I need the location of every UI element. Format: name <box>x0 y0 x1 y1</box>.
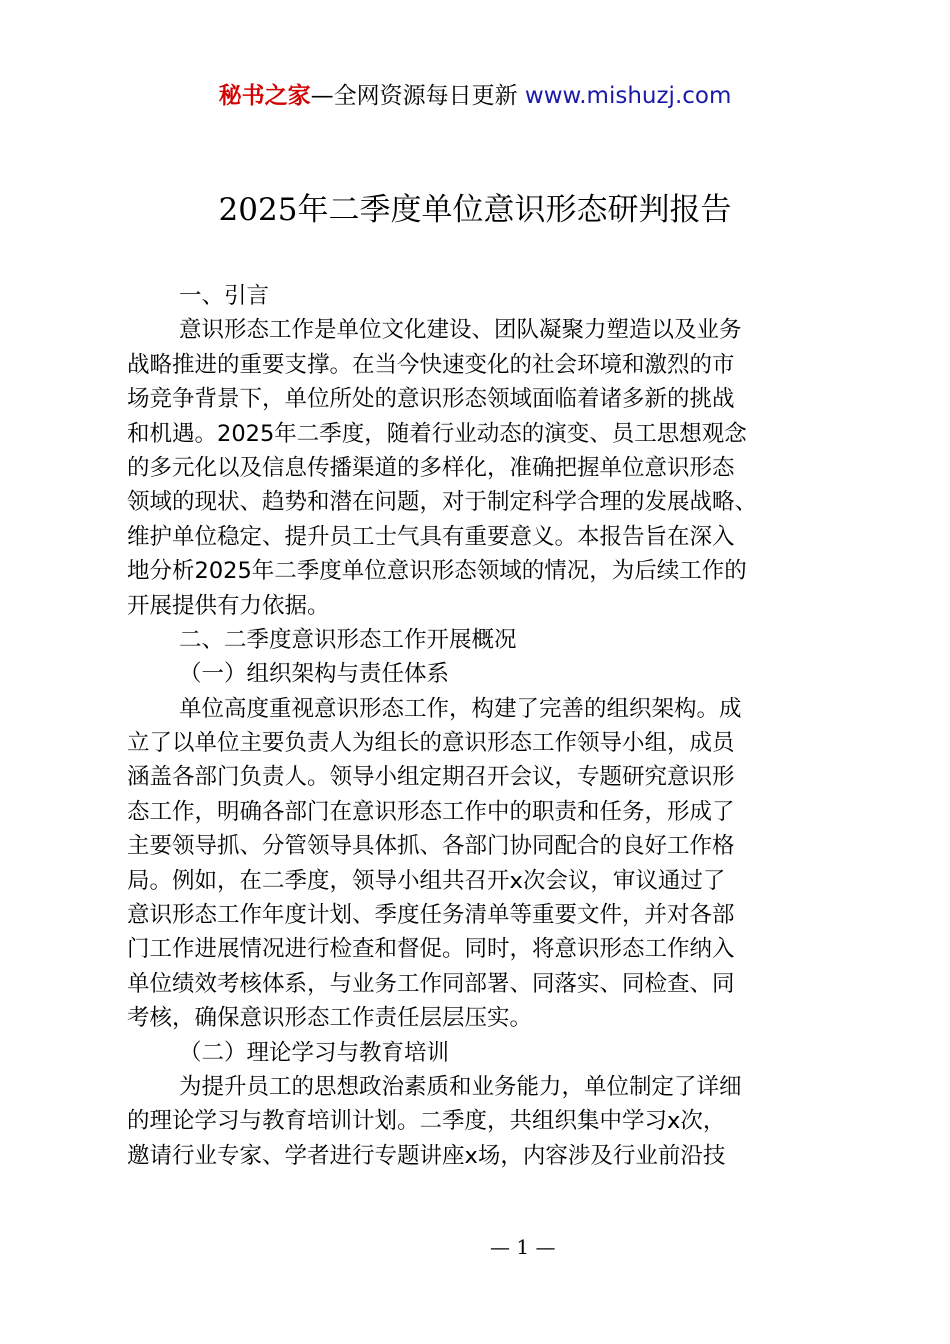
paragraph-line: 和机遇。2025年二季度，随着行业动态的演变、员工思想观念 <box>127 420 747 447</box>
paragraph-line: 战略推进的重要支撑。在当今快速变化的社会环境和激烈的市 <box>127 351 735 378</box>
paragraph-line: 为提升员工的思想政治素质和业务能力，单位制定了详细 <box>179 1073 742 1100</box>
paragraph-line: 涵盖各部门负责人。领导小组定期召开会议，专题研究意识形 <box>127 764 735 791</box>
document-body <box>127 279 847 1173</box>
paragraph-line: 地分析2025年二季度单位意识形态领域的情况，为后续工作的 <box>127 558 747 585</box>
paragraph-line: 的多元化以及信息传播渠道的多样化，准确把握单位意识形态 <box>127 454 735 481</box>
site-url-link[interactable]: www.mishuzj.com <box>524 83 732 109</box>
paragraph-line: 单位绩效考核体系，与业务工作同部署、同落实、同检查、同 <box>127 970 735 997</box>
paragraph-line: 局。例如，在二季度，领导小组共召开x次会议，审议通过了 <box>127 867 726 894</box>
site-banner <box>0 80 950 112</box>
paragraph-line: 门工作进展情况进行检查和督促。同时，将意识形态工作纳入 <box>127 936 735 963</box>
paragraph-line: 单位高度重视意识形态工作，构建了完善的组织架构。成 <box>179 695 742 722</box>
paragraph-line: 维护单位稳定、提升员工士气具有重要意义。本报告旨在深入 <box>127 523 735 550</box>
paragraph-line: 主要领导抓、分管领导具体抓、各部门协同配合的良好工作格 <box>127 833 735 860</box>
paragraph-line: 的理论学习与教育培训计划。二季度，共组织集中学习x次， <box>127 1108 726 1135</box>
paragraph-line: 邀请行业专家、学者进行专题讲座x场，内容涉及行业前沿技 <box>127 1142 726 1169</box>
paragraph-line: 考核，确保意识形态工作责任层层压实。 <box>127 1005 533 1032</box>
site-tagline: —全网资源每日更新 <box>310 83 525 109</box>
paragraph-line: 场竞争背景下，单位所处的意识形态领域面临着诸多新的挑战 <box>127 386 735 413</box>
site-brand: 秘书之家 <box>218 83 311 109</box>
section-heading: 一、引言 <box>179 283 270 309</box>
section-heading: 二、二季度意识形态工作开展概况 <box>179 626 517 653</box>
paragraph-line: 开展提供有力依据。 <box>127 592 330 619</box>
subsection-heading: （一）组织架构与责任体系 <box>179 661 450 688</box>
paragraph-line: 立了以单位主要负责人为组长的意识形态工作领导小组，成员 <box>127 730 735 757</box>
paragraph-line: 意识形态工作年度计划、季度任务清单等重要文件，并对各部 <box>127 902 735 929</box>
paragraph-line: 领域的现状、趋势和潜在问题，对于制定科学合理的发展战略、 <box>127 489 758 516</box>
document-title: 2025年二季度单位意识形态研判报告 <box>218 192 732 228</box>
paragraph-line: 态工作，明确各部门在意识形态工作中的职责和任务，形成了 <box>127 798 735 825</box>
page-number: — 1 — <box>490 1235 556 1259</box>
subsection-heading: （二）理论学习与教育培训 <box>179 1039 450 1066</box>
paragraph-line: 意识形态工作是单位文化建设、团队凝聚力塑造以及业务 <box>179 317 742 344</box>
